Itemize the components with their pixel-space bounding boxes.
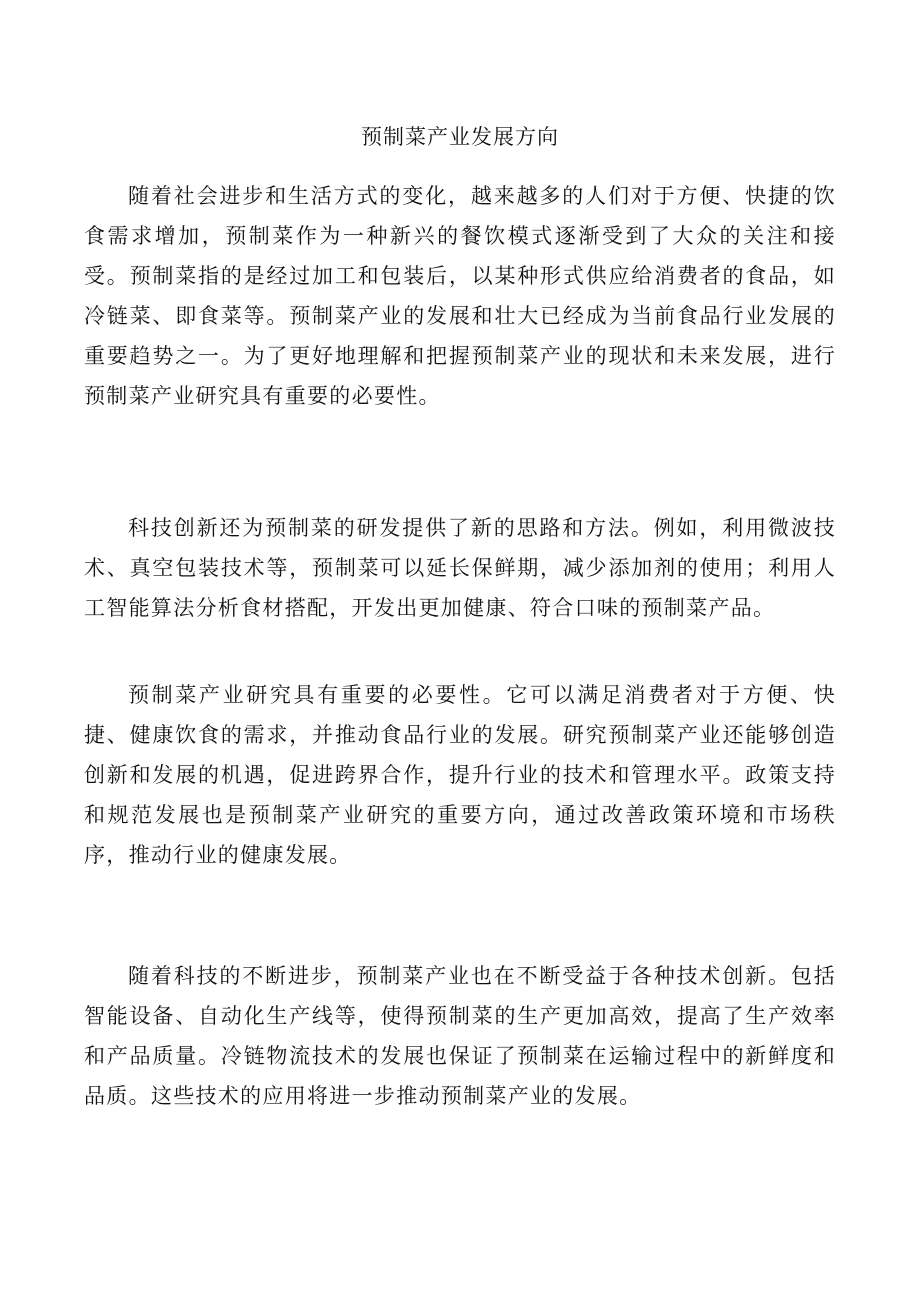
paragraph-4: 随着科技的不断进步，预制菜产业也在不断受益于各种技术创新。包括智能设备、自动化生产线等，使得预制菜的生产更加高效，提高了生产效率和产品质量。冷链物流技术的发展也保证了预制菜在运输过程中的新鲜度和品质。这些技术的应用将进一步推动预制菜产业的发展。 [84,964,836,1108]
document-title: 预制菜产业发展方向 [361,125,559,149]
paragraph-2: 科技创新还为预制菜的研发提供了新的思路和方法。例如，利用微波技术、真空包装技术等，预制菜可以延长保鲜期，减少添加剂的使用；利用人工智能算法分析食材搭配，开发出更加健康、符合口味的预制菜产品。 [84,516,836,620]
paragraph-1: 随着社会进步和生活方式的变化，越来越多的人们对于方便、快捷的饮食需求增加，预制菜作为一种新兴的餐饮模式逐渐受到了大众的关注和接受。预制菜指的是经过加工和包装后，以某种形式供应给消费者的食品，如冷链菜、即食菜等。预制菜产业的发展和壮大已经成为当前食品行业发展的重要趋势之一。为了更好地理解和把握预制菜产业的现状和未来发展，进行预制菜产业研究具有重要的必要性。 [84,184,836,408]
paragraph-3: 预制菜产业研究具有重要的必要性。它可以满足消费者对于方便、快捷、健康饮食的需求，并推动食品行业的发展。研究预制菜产业还能够创造创新和发展的机遇，促进跨界合作，提升行业的技术和管理水平。政策支持和规范发展也是预制菜产业研究的重要方向，通过改善政策环境和市场秩序，推动行业的健康发展。 [84,683,836,867]
